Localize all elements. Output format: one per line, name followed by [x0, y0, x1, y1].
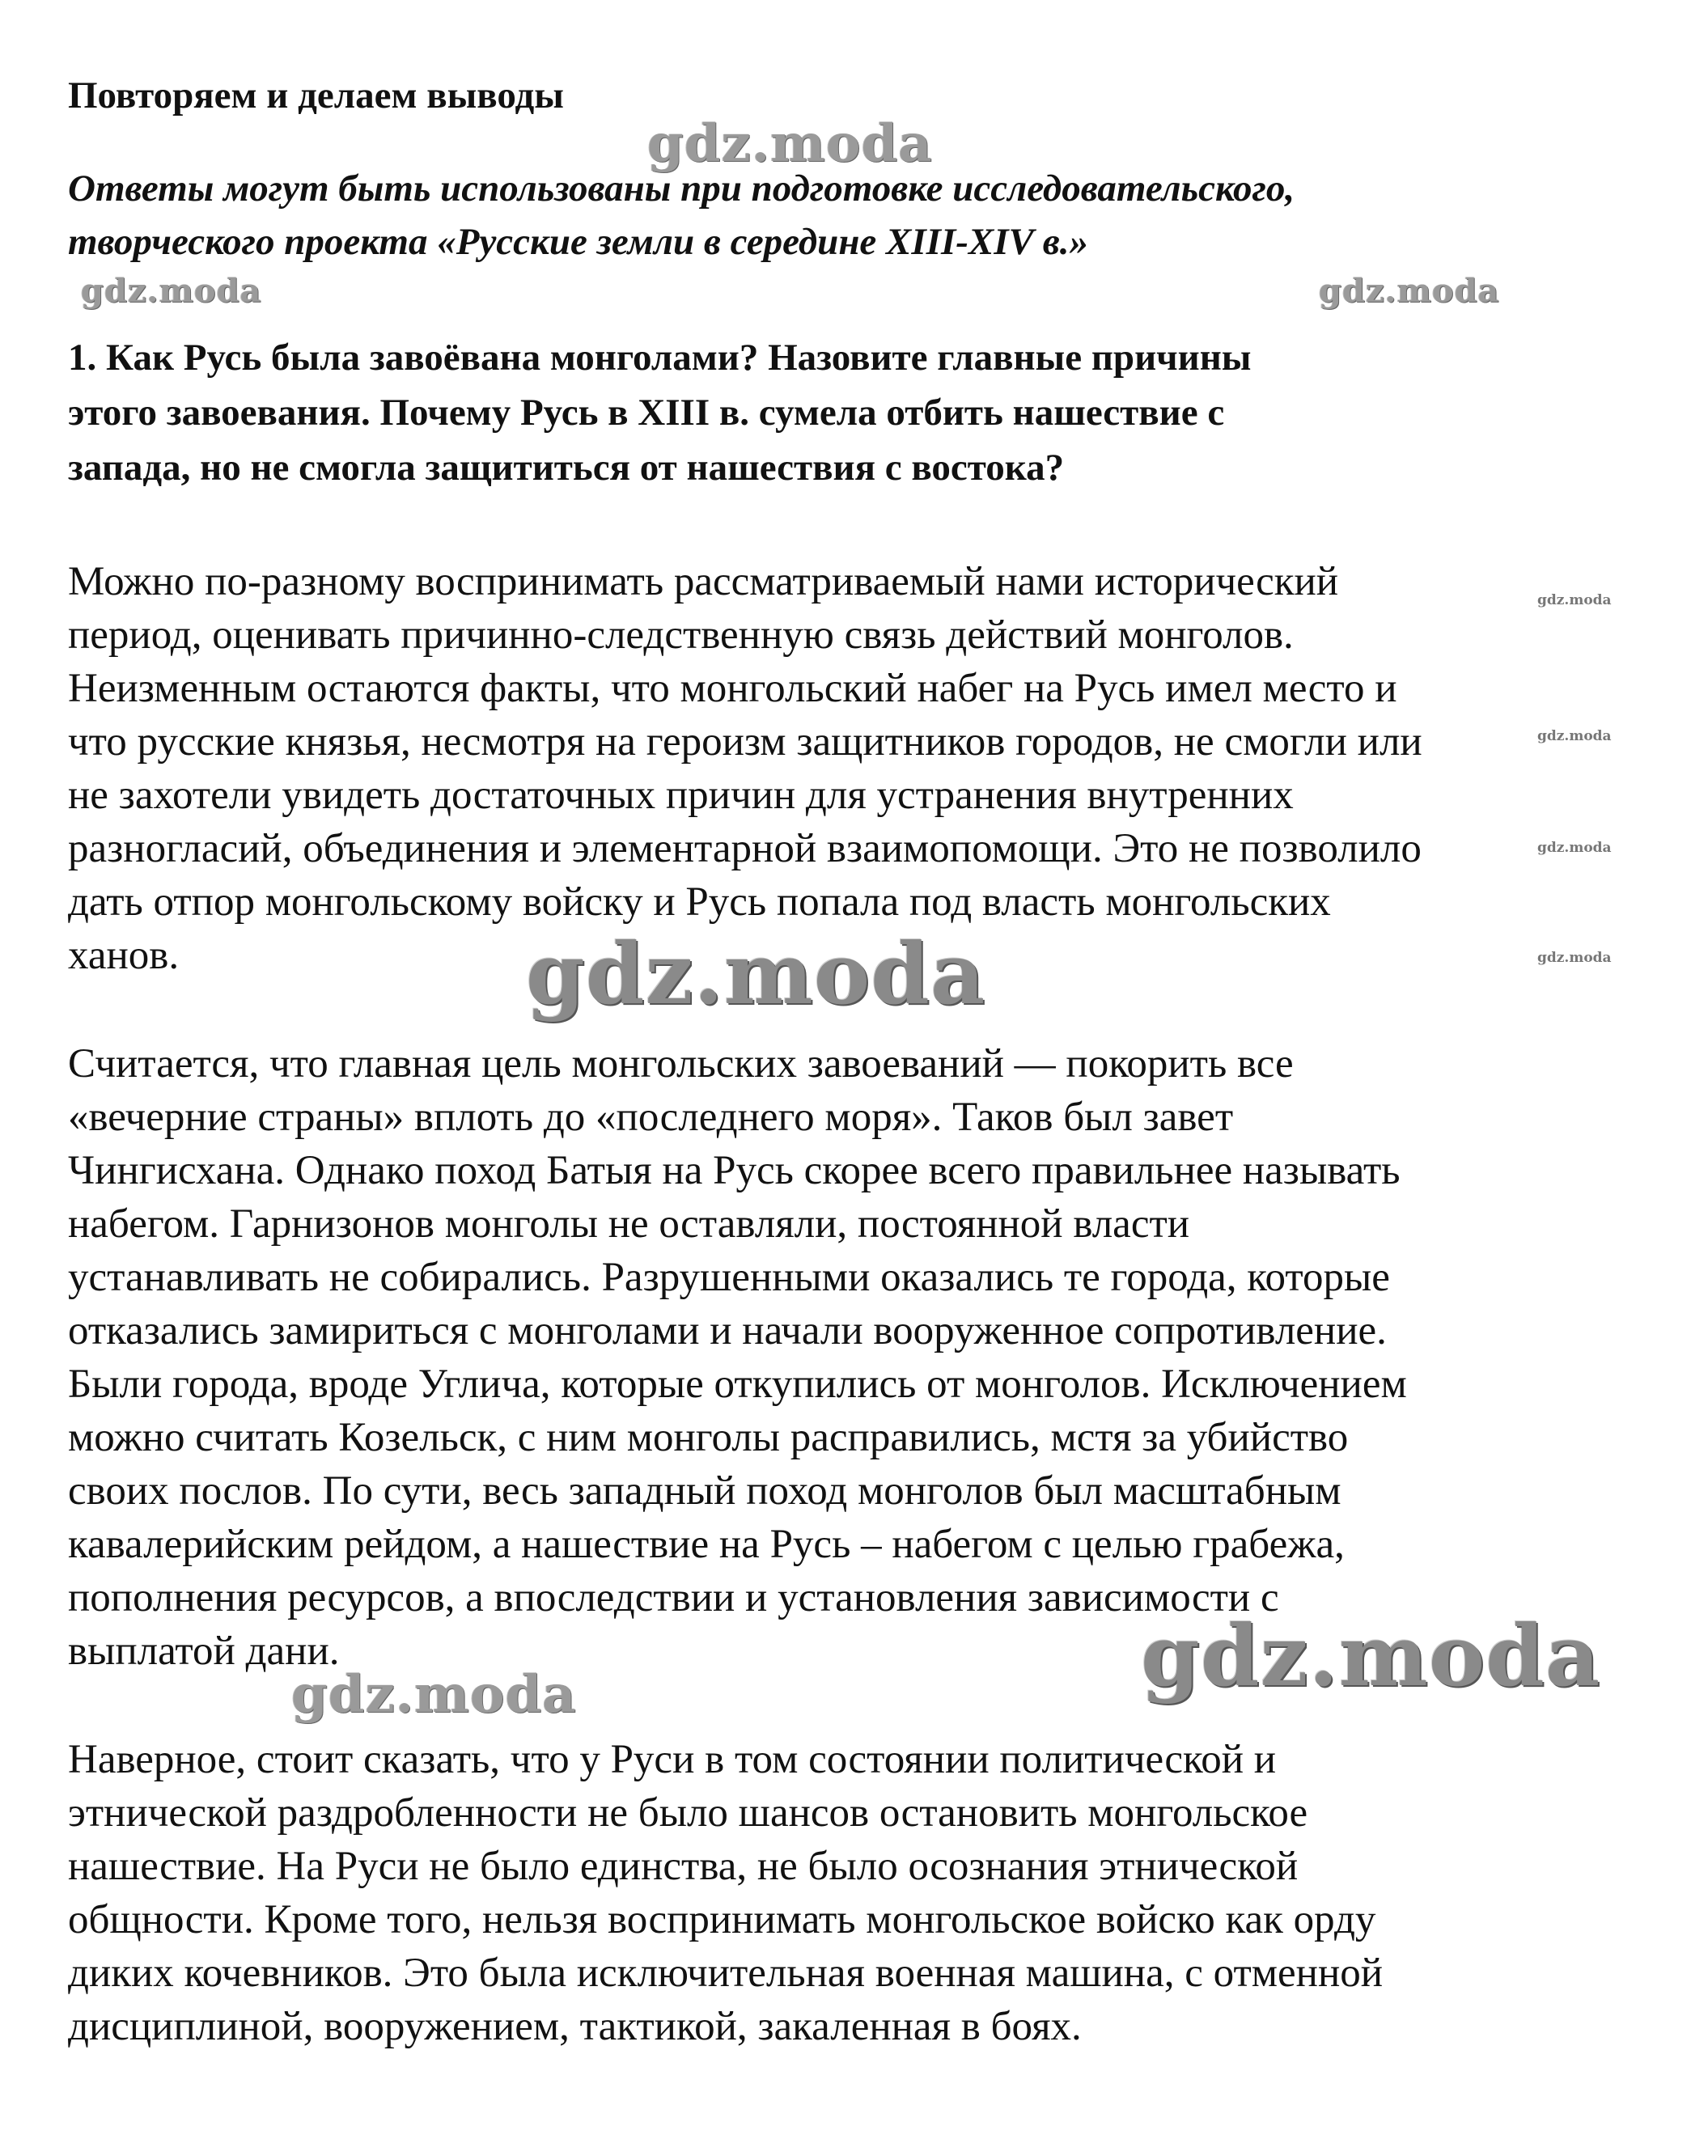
- text-line: не захотели увидеть достаточных причин для устранения внутренних: [68, 773, 1294, 818]
- text-line: кавалерийским рейдом, а нашествие на Русь – набегом с целью грабежа,: [68, 1522, 1345, 1567]
- text-line: дисциплиной, вооружением, тактикой, закаленная в боях.: [68, 2004, 1082, 2049]
- document-page: [68, 70, 1654, 2053]
- question-line: 1. Как Русь была завоёвана монголами? Назовите главные причины: [68, 337, 1252, 379]
- text-line: пополнения ресурсов, а впоследствии и установления зависимости с: [68, 1575, 1279, 1620]
- watermark: gdz.moda: [1537, 728, 1612, 744]
- text-line: этнической раздробленности не было шансов остановить монгольское: [68, 1790, 1308, 1836]
- text-line: дать отпор монгольскому войску и Русь попала под власть монгольских: [68, 879, 1331, 925]
- intro-line: творческого проекта «Русские земли в середине XIII-XIV в.»: [68, 221, 1089, 263]
- answer-paragraph-1: [68, 555, 1654, 982]
- text-line: период, оценивать причинно-следственную связь действий монголов.: [68, 612, 1294, 658]
- text-line: отказались замириться с монголами и начали вооруженное сопротивление.: [68, 1308, 1387, 1353]
- intro-line: Ответы могут быть использованы при подготовке исследовательского,: [68, 167, 1295, 210]
- text-line: набегом. Гарнизонов монголы не оставляли, постоянной власти: [68, 1201, 1190, 1247]
- watermark: gdz.moda: [1319, 272, 1500, 310]
- text-line: Считается, что главная цель монгольских завоеваний — покорить все: [68, 1041, 1294, 1086]
- watermark: gdz.moda: [291, 1664, 577, 1725]
- text-line: разногласий, объединения и элементарной взаимопомощи. Это не позволило: [68, 826, 1422, 871]
- section-heading: Повторяем и делаем выводы: [68, 74, 564, 116]
- watermark: gdz.moda: [647, 113, 933, 174]
- text-line: Неизменным остаются факты, что монгольский набег на Русь имел место и: [68, 666, 1397, 711]
- text-line: нашествие. На Руси не было единства, не было осознания этнической: [68, 1844, 1299, 1889]
- text-line: ханов.: [68, 933, 180, 978]
- watermark: gdz.moda: [1537, 950, 1612, 966]
- text-line: Чингисхана. Однако поход Батыя на Русь скорее всего правильнее называть: [68, 1148, 1401, 1193]
- answer-paragraph-3: [68, 1733, 1654, 2053]
- text-line: можно считать Козельск, с ним монголы расправились, мстя за убийство: [68, 1415, 1349, 1460]
- text-line: что русские князья, несмотря на героизм защитников городов, не смогли или: [68, 719, 1422, 765]
- watermark: gdz.moda: [1141, 1606, 1601, 1705]
- text-line: Были города, вроде Углича, которые откупились от монголов. Исключением: [68, 1362, 1407, 1407]
- text-line: Можно по-разному воспринимать рассматриваемый нами исторический: [68, 559, 1339, 604]
- text-line: устанавливать не собирались. Разрушенными оказались те города, которые: [68, 1255, 1390, 1300]
- watermark: gdz.moda: [526, 924, 986, 1023]
- text-line: диких кочевников. Это была исключительная военная машина, с отменной: [68, 1951, 1384, 1996]
- text-line: своих послов. По сути, весь западный поход монголов был масштабным: [68, 1468, 1341, 1514]
- watermark: gdz.moda: [81, 272, 262, 310]
- question-line: запада, но не смогла защититься от нашествия с востока?: [68, 447, 1065, 489]
- watermark: gdz.moda: [1537, 592, 1612, 608]
- question-line: этого завоевания. Почему Русь в XIII в. сумела отбить нашествие с: [68, 392, 1225, 434]
- intro-note: [68, 162, 1654, 269]
- text-line: выплатой дани.: [68, 1629, 340, 1674]
- question-1: [68, 330, 1654, 495]
- text-line: Наверное, стоит сказать, что у Руси в том состоянии политической и: [68, 1737, 1277, 1782]
- answer-body: [68, 555, 1654, 2053]
- text-line: «вечерние страны» вплоть до «последнего моря». Таков был завет: [68, 1095, 1234, 1140]
- answer-paragraph-2: [68, 1037, 1654, 1678]
- watermark: gdz.moda: [1537, 840, 1612, 856]
- text-line: общности. Кроме того, нельзя воспринимать монгольское войско как орду: [68, 1897, 1376, 1942]
